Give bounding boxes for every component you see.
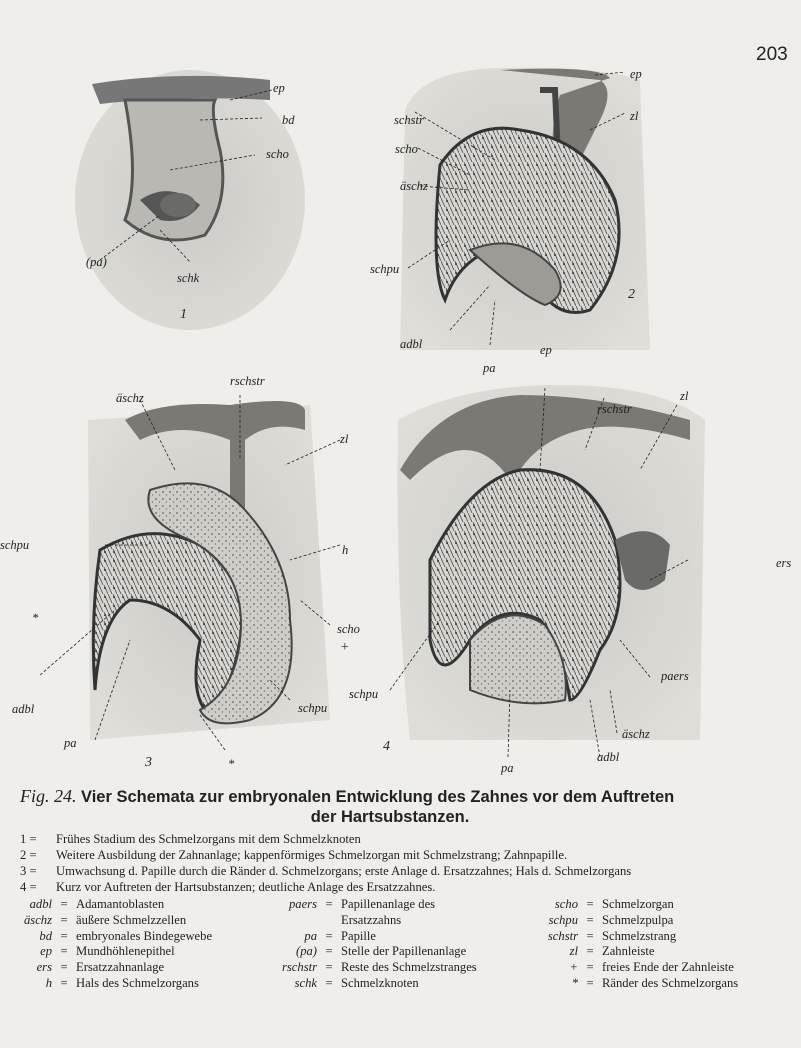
label-zl-3: zl xyxy=(340,432,349,446)
legend-entry: schpu = Schmelzpulpa xyxy=(520,913,790,929)
label-schpu-3: schpu xyxy=(0,538,30,552)
figure-label: Fig. 24. xyxy=(20,786,77,806)
legend-def: Schmelzpulpa xyxy=(602,912,674,927)
label-star-3: * xyxy=(32,611,39,625)
legend-def: Reste des Schmelzstranges xyxy=(341,960,477,975)
legend-abbr xyxy=(265,913,317,929)
stage-text: Kurz vor Auftreten der Hartsubstanzen; deutliche Anlage des Ersatzzahnes. xyxy=(56,880,436,894)
legend-column-2 xyxy=(265,897,520,992)
legend-abbr: schstr xyxy=(547,928,578,943)
caption-title-line2: der Hartsubstanzen. xyxy=(310,808,470,826)
legend-def: Papillenanlage des xyxy=(341,897,436,911)
panel-number-2: 2 xyxy=(628,287,635,302)
legend-abbr: paers xyxy=(289,897,317,911)
legend-def: Schmelzknoten xyxy=(341,975,419,990)
legend-entry: bd = embryonales Bindegewebe xyxy=(20,929,265,945)
panel-3 xyxy=(0,374,360,771)
legend-entry: h = Hals des Schmelzorgans xyxy=(20,976,265,992)
legend-entry: (pa) = Stelle der Papillenanlage xyxy=(265,944,520,960)
legend-entry: schstr = Schmelzstrang xyxy=(520,929,790,945)
label-ep-4: ep xyxy=(540,343,552,357)
label-adbl-3: adbl xyxy=(12,702,35,716)
legend-abbr: pa xyxy=(304,928,317,943)
legend-entry: ers = Ersatzzahnanlage xyxy=(20,960,265,976)
caption-title-line1: Vier Schemata zur embryonalen Entwicklung des Zahnes vor dem Auftreten xyxy=(81,788,675,806)
legend-def: Zahnleiste xyxy=(602,944,655,959)
legend-abbr: scho xyxy=(554,897,578,911)
legend-def: Hals des Schmelzorgans xyxy=(76,975,199,990)
figure-caption xyxy=(20,786,790,992)
stage-item xyxy=(20,831,790,847)
legend-def: freies Ende der Zahnleiste xyxy=(602,960,734,975)
legend-def: Mundhöhlenepithel xyxy=(76,944,175,959)
legend-entry: zl = Zahnleiste xyxy=(520,944,790,960)
stage-number: 4 = xyxy=(20,880,37,894)
legend-entry: * = Ränder des Schmelzorgans xyxy=(520,976,790,992)
label-plus-3: + xyxy=(340,640,350,655)
legend-abbr: + xyxy=(569,960,578,975)
label-schpu-4: schpu xyxy=(349,687,379,701)
label-aschz-4: äschz xyxy=(622,727,650,741)
stage-number: 1 = xyxy=(20,832,37,846)
label-schpu-2: schpu xyxy=(370,262,400,276)
legend-entry: rschstr = Reste des Schmelzstranges xyxy=(265,960,520,976)
legend-def: Ränder des Schmelzorgans xyxy=(602,975,739,990)
legend-entry: paers = Papillenanlage des xyxy=(265,897,520,913)
legend-def: Schmelzstrang xyxy=(602,928,677,943)
panel-number-4: 4 xyxy=(383,739,390,754)
stage-item xyxy=(20,847,790,863)
legend-def: äußere Schmelzzellen xyxy=(76,912,187,927)
label-rschstr-3: rschstr xyxy=(230,374,265,388)
legend-def: Ersatzzahnanlage xyxy=(76,960,165,975)
legend-column-1 xyxy=(20,897,265,992)
legend-entry xyxy=(265,913,520,929)
legend-abbr: schk xyxy=(294,975,317,990)
stage-list xyxy=(20,831,790,895)
label-rschstr-4: rschstr xyxy=(597,402,632,416)
legend-def: Stelle der Papillenanlage xyxy=(341,944,467,959)
legend-column-3 xyxy=(520,897,790,992)
legend-entry: ep = Mundhöhlenepithel xyxy=(20,944,265,960)
label-schk-1: schk xyxy=(177,271,200,285)
panel-1 xyxy=(75,70,305,330)
label-ep-2: ep xyxy=(630,67,642,81)
legend-abbr: ep xyxy=(40,944,52,959)
label-ep-1: ep xyxy=(273,81,285,95)
label-schpu-3b: schpu xyxy=(298,701,328,715)
label-schstr-2: schstr xyxy=(394,113,424,127)
label-scho-2: scho xyxy=(395,142,418,156)
legend-abbr: * xyxy=(571,975,578,990)
label-pa-3: pa xyxy=(64,736,77,750)
legend-abbr: adbl xyxy=(29,897,52,911)
legend-def: Ersatzzahns xyxy=(341,912,402,927)
legend-def: Papille xyxy=(341,928,376,943)
panel-2 xyxy=(370,67,650,375)
stage-item xyxy=(20,879,790,895)
abbreviation-legend xyxy=(20,897,790,992)
caption-title xyxy=(20,786,790,827)
legend-def: Schmelzorgan xyxy=(602,897,674,911)
stage-text: Weitere Ausbildung der Zahnanlage; kappenförmiges Schmelzorgan mit Schmelzstrang; Zahnpapille. xyxy=(56,848,568,862)
label-pa-4: pa xyxy=(501,761,514,775)
legend-entry: scho = Schmelzorgan xyxy=(520,897,790,913)
label-adbl-4: adbl xyxy=(597,750,620,764)
stage-text: Umwachsung d. Papille durch die Ränder d. Schmelzorgans; erste Anlage d. Ersatzzahnes; Hals d. Schmelzorgans xyxy=(56,864,632,878)
stage-number: 3 = xyxy=(20,864,37,878)
label-adbl-2: adbl xyxy=(400,337,423,351)
panel-number-1: 1 xyxy=(180,307,187,322)
label-ers-4: ers xyxy=(776,556,792,570)
label-paers-4: paers xyxy=(661,669,689,683)
legend-abbr: zl xyxy=(569,944,578,959)
legend-abbr: (pa) xyxy=(296,944,317,959)
panel-4 xyxy=(349,343,791,775)
label-scho-3: scho xyxy=(337,622,360,636)
legend-abbr: h xyxy=(45,975,52,990)
legend-entry: pa = Papille xyxy=(265,929,520,945)
legend-abbr: ers xyxy=(36,960,52,975)
legend-entry: adbl = Adamantoblasten xyxy=(20,897,265,913)
stage-number: 2 = xyxy=(20,848,37,862)
panel-number-3: 3 xyxy=(145,755,152,770)
label-zl-4: zl xyxy=(680,389,689,403)
legend-entry: äschz = äußere Schmelzzellen xyxy=(20,913,265,929)
label-star-3b: * xyxy=(228,757,235,771)
label-zl-2: zl xyxy=(630,109,639,123)
legend-abbr: äschz xyxy=(24,912,52,927)
label-aschz-2: äschz xyxy=(400,179,428,193)
stage-item xyxy=(20,863,790,879)
legend-entry: schk = Schmelzknoten xyxy=(265,976,520,992)
label-aschz-3: äschz xyxy=(116,391,144,405)
label-pa-paren-1: (pa) xyxy=(86,255,107,269)
legend-abbr: rschstr xyxy=(282,960,317,975)
label-h-3: h xyxy=(342,543,349,557)
legend-entry: + = freies Ende der Zahnleiste xyxy=(520,960,790,976)
legend-abbr: bd xyxy=(39,928,52,943)
legend-def: Adamantoblasten xyxy=(76,897,165,911)
label-scho-1: scho xyxy=(266,147,289,161)
label-pa-2: pa xyxy=(483,361,496,375)
page-number: 203 xyxy=(756,44,788,65)
legend-def: embryonales Bindegewebe xyxy=(76,928,213,943)
legend-abbr: schpu xyxy=(548,912,578,927)
label-bd-1: bd xyxy=(282,113,295,127)
stage-text: Frühes Stadium des Schmelzorgans mit dem Schmelzknoten xyxy=(56,832,361,846)
